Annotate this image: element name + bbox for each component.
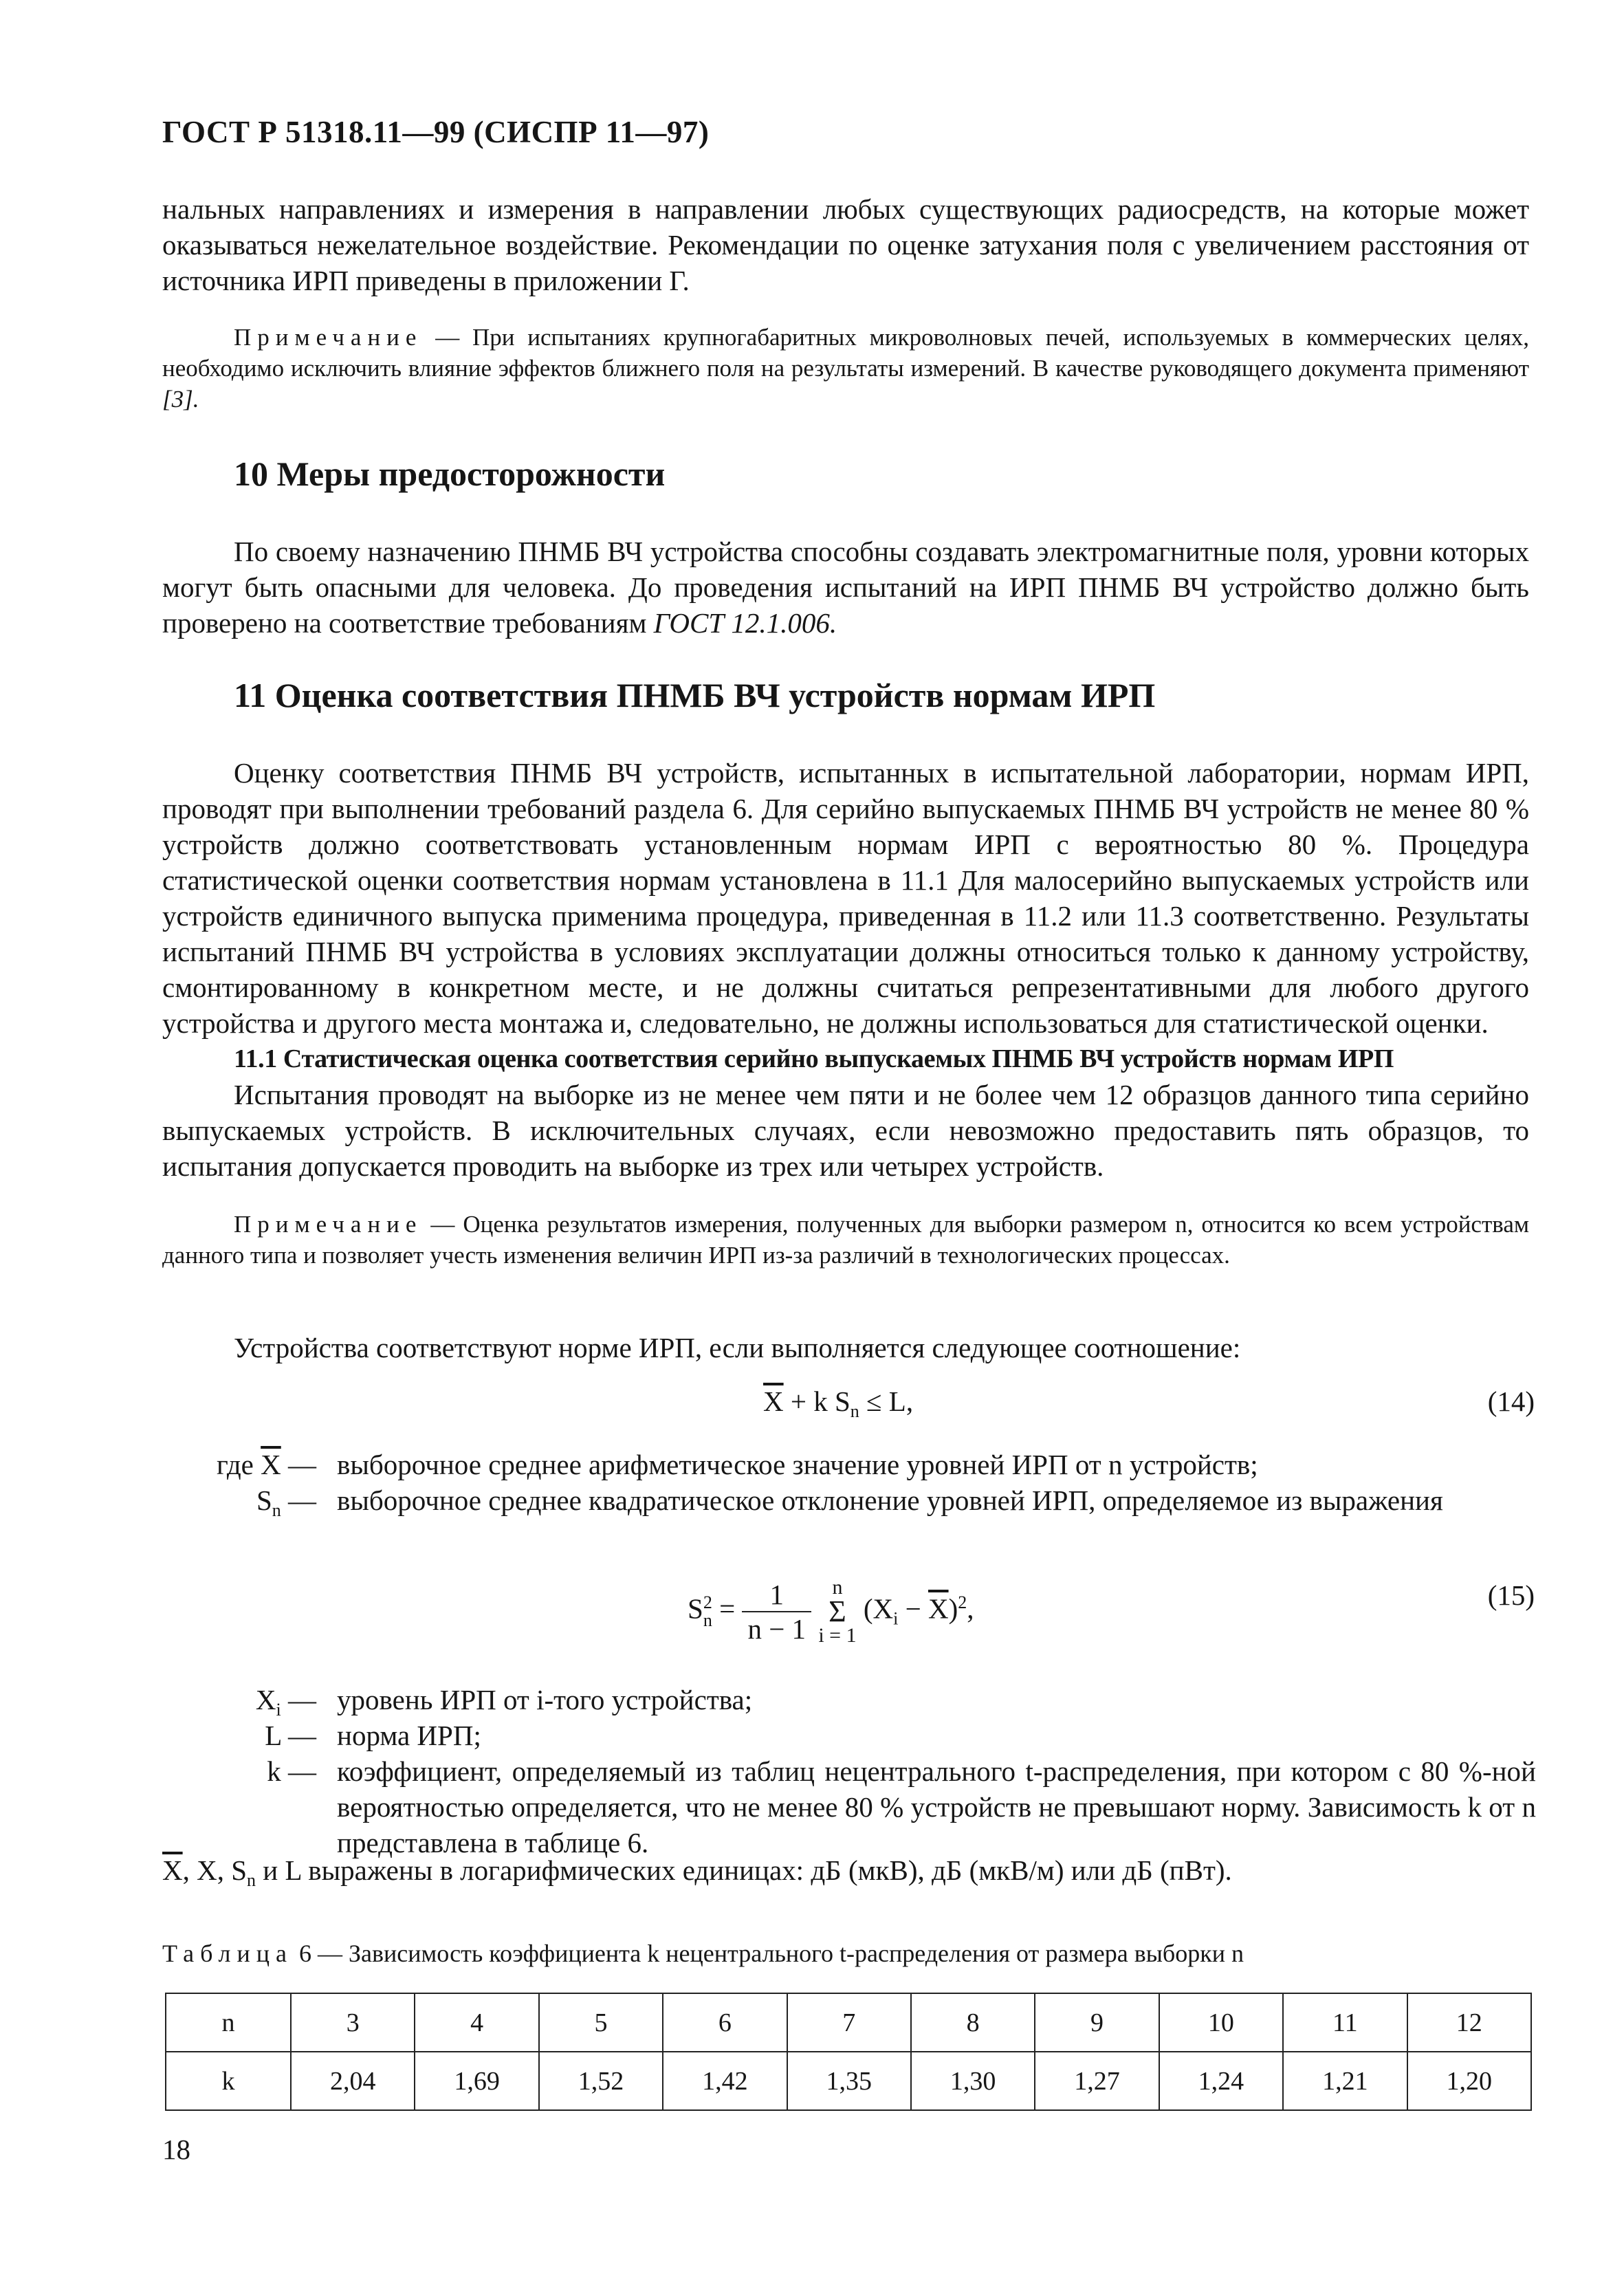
def-l: норма ИРП; — [337, 1720, 481, 1751]
definitions-block-1 — [0, 1447, 1624, 1570]
table-row-k — [166, 2052, 1531, 2110]
def-xi: уровень ИРП от i-того устройства; — [337, 1684, 753, 1715]
table-cell: 1,52 — [539, 2052, 663, 2110]
table-cell: 1,21 — [1283, 2052, 1407, 2110]
table-cell: 3 — [291, 1993, 415, 2052]
section-10-text: По своему назначению ПНМБ ВЧ устройства способны создавать электромагнитные поля, уровни которых могут быть опасными для человека. До проведения испытаний на ИРП ПНМБ ВЧ устройство должно быть проверено на соответствие требованиям ГОСТ 12.1.006. — [162, 536, 1529, 639]
condition-text: Устройства соответствуют норме ИРП, если выполняется следующее соотношение: — [234, 1332, 1241, 1363]
def-symbol-l: L — — [265, 1720, 316, 1751]
section-10-title: 10 Меры предосторожности — [234, 454, 666, 493]
table-6-caption: Таблица 6 — Зависимость коэффициента k нецентрального t-распределения от размера выборки n — [162, 1940, 1244, 1967]
table-cell: 8 — [911, 1993, 1035, 2052]
section-11-title: 11 Оценка соответствия ПНМБ ВЧ устройств нормам ИРП — [234, 676, 1156, 714]
table-cell: 11 — [1283, 1993, 1407, 2052]
table-cell: 4 — [415, 1993, 538, 2052]
table-cell: 12 — [1407, 1993, 1531, 2052]
table-cell: 1,42 — [663, 2052, 787, 2110]
note-label: Примечание — [234, 1211, 423, 1238]
note-1 — [162, 322, 1529, 415]
equation-number-14: (14) — [1487, 1385, 1535, 1417]
note-reference: [3]. — [162, 386, 199, 413]
table-cell: 9 — [1035, 1993, 1159, 2052]
equation-number-15: (15) — [1487, 1579, 1535, 1611]
note-label: Примечание — [234, 324, 423, 351]
paragraph-continuation: нальных направлениях и измерения в направлении любых существующих радиосредств, на которые может оказываться нежелательное воздействие. Рекомендации по оценке затухания поля с увеличением расстояния от источника ИРП приведены в приложении Г. — [162, 193, 1529, 296]
def-sn: выборочное среднее квадратическое отклонение уровней ИРП, определяемое из выражения — [337, 1484, 1443, 1516]
table-cell-header-n: n — [166, 1993, 291, 2052]
formula-14: $\overline{X} + k$ $S_n \le L$, — [763, 1385, 914, 1422]
table-cell-header-k: k — [166, 2052, 291, 2110]
table-cell: 1,69 — [415, 2052, 538, 2110]
table-6 — [165, 1993, 1532, 2111]
table-cell: 1,30 — [911, 2052, 1035, 2110]
section-11-text: Оценку соответствия ПНМБ ВЧ устройств, испытанных в испытательной лаборатории, нормам ИРП, проводят при выполнении требований раздела 6. Для серийно выпускаемых ПНМБ ВЧ устройств не менее 80 % устройств должно соответствовать установленным нормам ИРП с вероятностью 80 %. Процедура статистической оценки соответствия нормам установлена в 11.1 Для малосерийно выпускаемых устройств или устройств единичного выпуска применима процедура, приведенная в 11.2 или 11.3 соответственно. Результаты испытаний ПНМБ ВЧ устройства в условиях эксплуатации должны относиться только к данному устройству, смонтированному в конкретном месте, и не должны считаться репрезентативными для любого другого устройства и другого места монтажа и, следовательно, не должны использоваться для статистической оценки. — [162, 757, 1529, 1039]
table-cell: 5 — [539, 1993, 663, 2052]
def-symbol-sn: $S_n$ — — [256, 1484, 316, 1521]
standard-reference: ГОСТ 12.1.006. — [653, 607, 837, 639]
table-cell: 1,20 — [1407, 2052, 1531, 2110]
formula-15: S 2 n = $\frac{1}{n - 1}$ n Σ i = 1 $(X_i - \overline{X})^2$, — [688, 1576, 974, 1647]
def-x-mean: выборочное среднее арифметическое значение уровней ИРП от n устройств; — [337, 1449, 1258, 1480]
table-cell: 2,04 — [291, 2052, 415, 2110]
def-k: коэффициент, определяемый из таблиц нецентрального t-распределения, при котором с 80 %-ной вероятностью определяется, что не менее 80 % устройств не превышают норму. Зависимость k от n представлена в таблице 6. — [337, 1755, 1536, 1859]
page-number: 18 — [162, 2134, 190, 2165]
table-cell: 10 — [1159, 1993, 1283, 2052]
def-symbol-xi: $X_i$ — — [255, 1684, 316, 1720]
table-cell: 1,27 — [1035, 2052, 1159, 2110]
table-row-n — [166, 1993, 1531, 2052]
document-header: ГОСТ Р 51318.11—99 (СИСПР 11—97) — [162, 115, 710, 149]
note-text: — Оценка результатов измерения, полученных для выборки размером n, относится ко всем устройствам данного типа и позволяет учесть изменения величин ИРП из-за различий в технологических процессах. — [162, 1211, 1530, 1269]
table-cell: 7 — [787, 1993, 911, 2052]
subsection-11-1-title: 11.1 Статистическая оценка соответствия серийно выпускаемых ПНМБ ВЧ устройств нормам ИРП — [234, 1044, 1394, 1073]
def-symbol-x-mean: где $\overline{X}$ — — [217, 1449, 316, 1480]
note-2 — [162, 1209, 1529, 1271]
note-text: — При испытаниях крупногабаритных микроволновых печей, используемых в коммерческих целях, необходимо исключить влияние эффектов ближнего поля на результаты измерений. В качестве руководящего документа применяют — [162, 324, 1530, 382]
definitions-block-2 — [0, 1682, 1624, 1881]
units-line: $\overline{X}$, X, $S_n$ и L выражены в логарифмических единицах: дБ (мкВ), дБ (мкВ/м) или дБ (пВт). — [162, 1854, 1232, 1891]
def-symbol-k: k — — [267, 1755, 316, 1787]
table-cell: 1,24 — [1159, 2052, 1283, 2110]
table-cell: 6 — [663, 1993, 787, 2052]
table-cell: 1,35 — [787, 2052, 911, 2110]
subsection-11-1-text: Испытания проводят на выборке из не менее чем пяти и не более чем 12 образцов данного типа серийно выпускаемых устройств. В исключительных случаях, если невозможно предоставить пять образцов, то испытания допускается проводить на выборке из трех или четырех устройств. — [162, 1079, 1529, 1182]
